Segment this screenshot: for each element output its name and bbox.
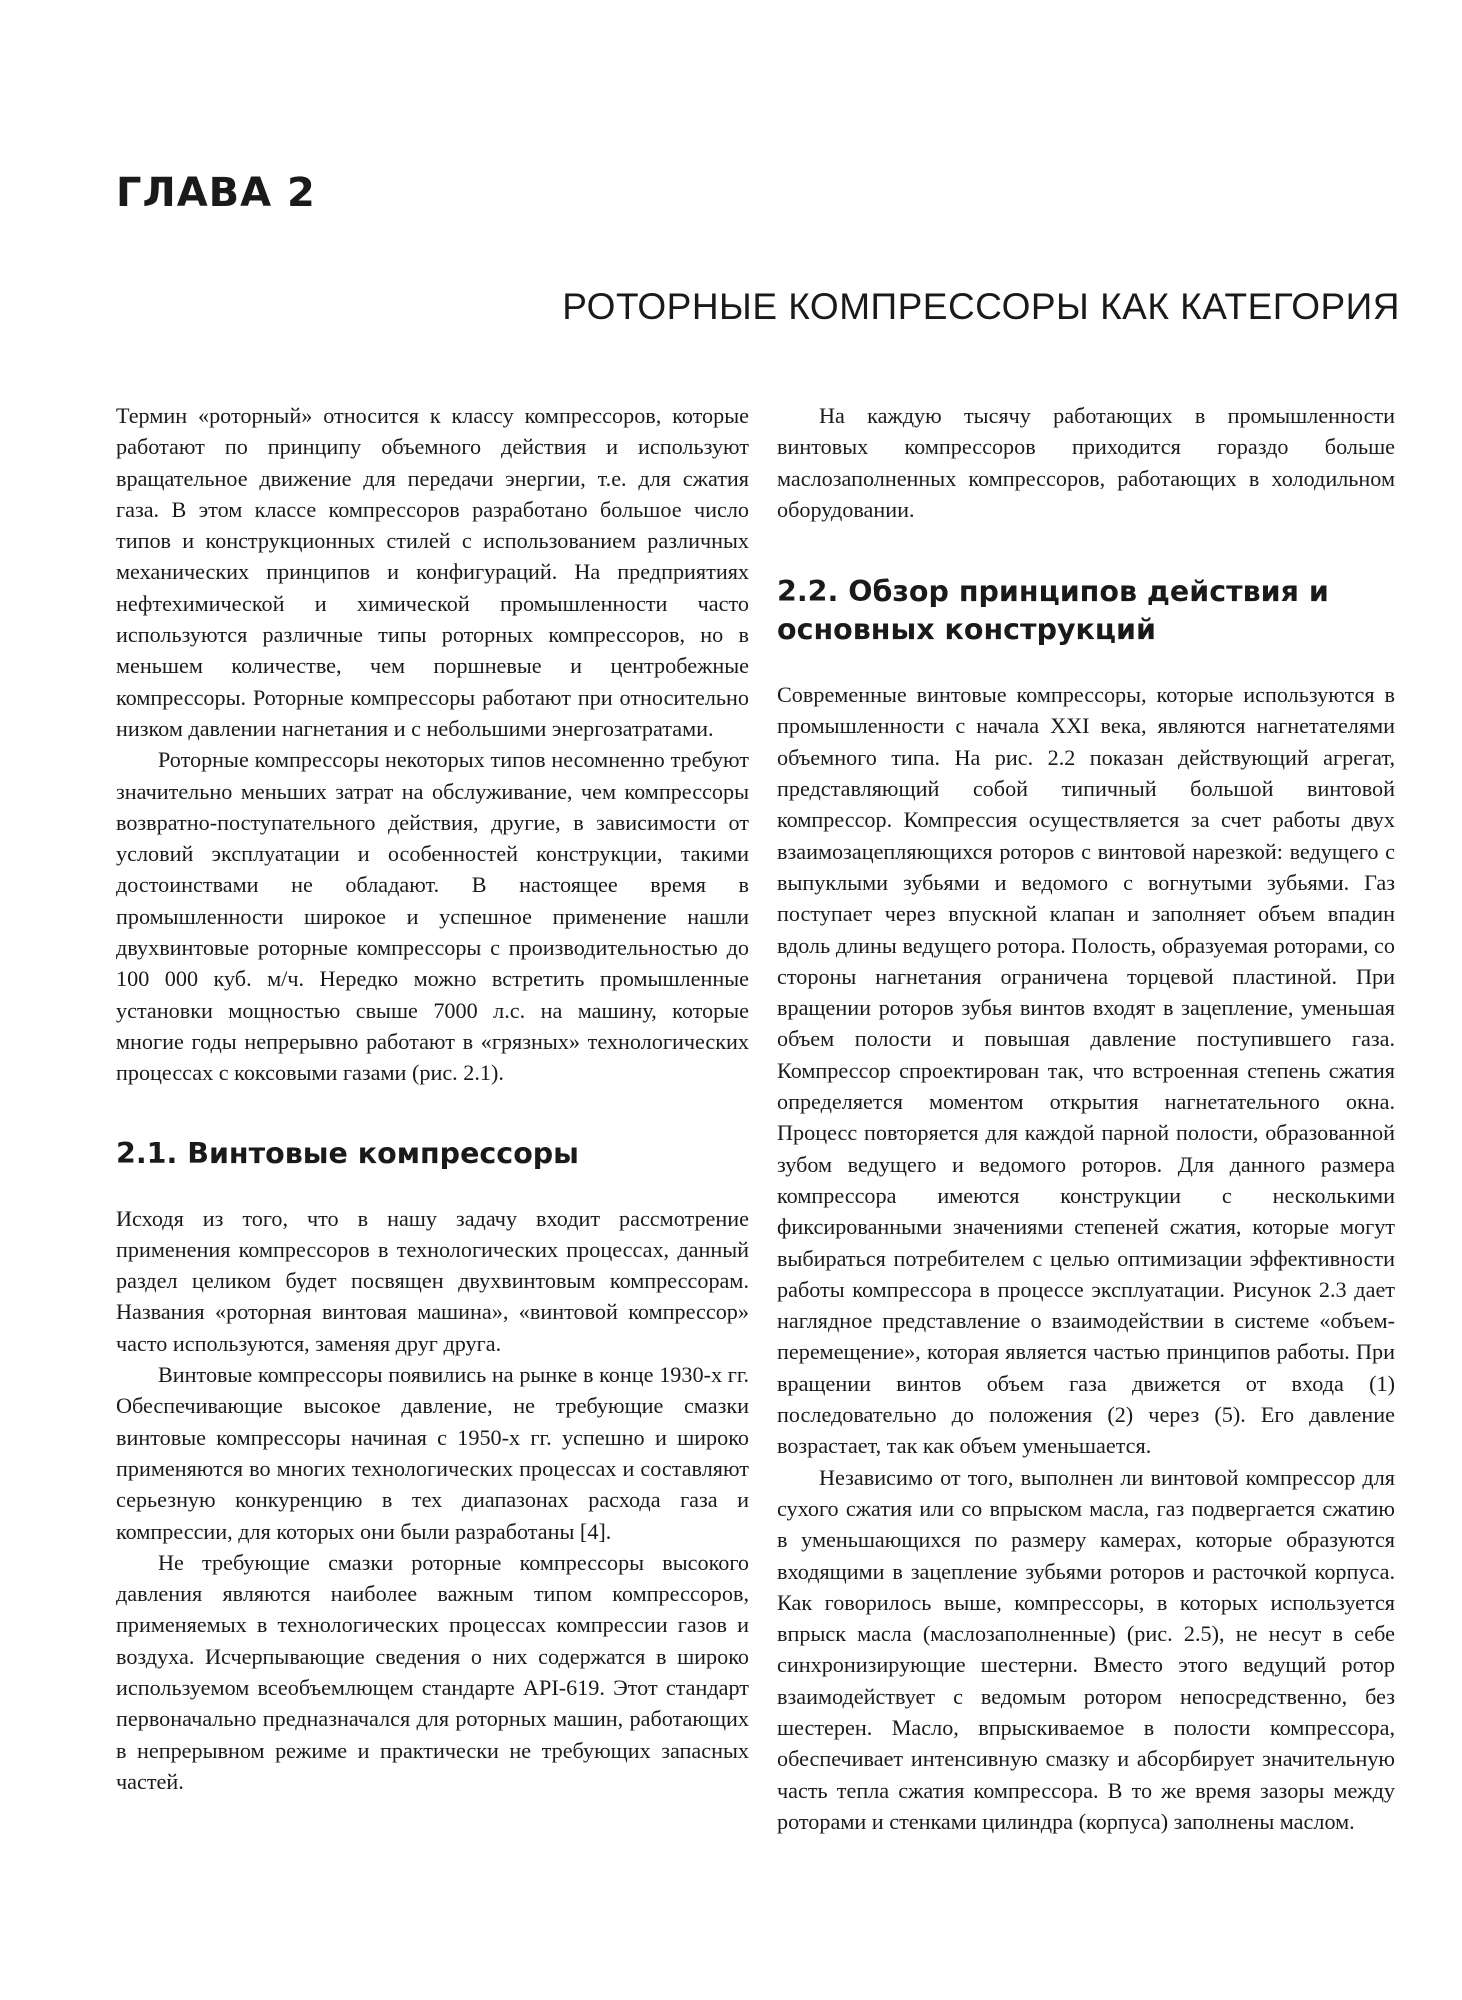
left-column <box>116 400 749 1797</box>
paragraph: На каждую тысячу работающих в промышленности винтовых компрессоров приходится гораздо больше маслозаполненных компрессоров, работающих в холодильном оборудовании. <box>777 403 1395 522</box>
chapter-label: ГЛАВА 2 <box>116 170 316 216</box>
chapter-title: РОТОРНЫЕ КОМПРЕССОРЫ КАК КАТЕГОРИЯ <box>562 286 1400 327</box>
paragraph: Современные винтовые компрессоры, которые используются в промышленности с начала XXI века, являются нагнетателями объемного типа. На рис. 2.2 показан действующий агрегат, представляющий собой типичный большой винтовой компрессор. Компрессия осуществляется за счет работы двух взаимозацепляющихся роторов с винтовой нарезкой: ведущего с выпуклыми зубьями и ведомого с вогнутыми зубьями. Газ поступает через впускной клапан и заполняет объем впадин вдоль длины ведущего ротора. Полость, образуемая роторами, со стороны нагнетания ограничена торцевой пластиной. При вращении роторов зубья винтов входят в зацепление, уменьшая объем полости и повышая давление поступившего газа. Компрессор спроектирован так, что встроенная степень сжатия определяется моментом открытия нагнетательного окна. Процесс повторяется для каждой парной полости, образованной зубом ведущего и ведомого роторов. Для данного размера компрессора имеются конструкции с несколькими фиксированными значениями степеней сжатия, которые могут выбираться потребителем с целью оптимизации эффективности работы компрессора в процессе эксплуатации. Рисунок 2.3 дает наглядное представление о взаимодействии в системе «объем-перемещение», которая является частью принципов работы. При вращении винтов объем газа движется от входа (1) последовательно до положения (2) через (5). Его давление возрастает, так как объем уменьшается. <box>777 682 1395 1459</box>
paragraph: Независимо от того, выполнен ли винтовой компрессор для сухого сжатия или со впрыском масла, газ подвергается сжатию в уменьшающихся по размеру камерах, которые образуются входящими в зацепление зубьями роторов и расточкой корпуса. Как говорилось выше, компрессоры, в которых используется впрыск масла (маслозаполненные) (рис. 2.5), не несут в себе синхронизирующие шестерни. Вместо этого ведущий ротор взаимодействует с ведомым ротором непосредственно, без шестерен. Масло, впрыскиваемое в полости компрессора, обеспечивает интенсивную смазку и абсорбирует значительную часть тепла сжатия компрессора. В то же время зазоры между роторами и стенками цилиндра (корпуса) заполнены маслом. <box>777 1464 1395 1834</box>
paragraph: Не требующие смазки роторные компрессоры высокого давления являются наиболее важным типом компрессоров, применяемых в технологических процессах компрессии газов и воздуха. Исчерпывающие сведения о них содержатся в широко используемом всеобъемлющем стандарте API-619. Этот стандарт первоначально предназначался для роторных машин, работающих в непрерывном режиме и практически не требующих запасных частей. <box>116 1549 749 1794</box>
paragraph: Винтовые компрессоры появились на рынке в конце 1930-х гг. Обеспечивающие высокое давление, не требующие смазки винтовые компрессоры начиная с 1950-х гг. успешно и широко применяются во многих технологических процессах и составляют серьезную конкуренцию в тех диапазонах расхода газа и компрессии, для которых они были разработаны [4]. <box>116 1362 749 1544</box>
section-heading-2-2: 2.2. Обзор принципов действия и основных конструкций <box>777 575 1329 647</box>
paragraph: Роторные компрессоры некоторых типов несомненно требуют значительно меньших затрат на обслуживание, чем компрессоры возвратно-поступательного действия, другие, в зависимости от условий эксплуатации и особенностей конструкции, такими достоинствами не обладают. В настоящее время в промышленности широкое и успешное применение нашли двухвинтовые роторные компрессоры с производительностью до 100 000 куб. м/ч. Нередко можно встретить промышленные установки мощностью свыше 7000 л.с. на машину, которые многие годы непрерывно работают в «грязных» технологических процессах с коксовыми газами (рис. 2.1). <box>116 747 749 1086</box>
paragraph: Исходя из того, что в нашу задачу входит рассмотрение применения компрессоров в технологических процессах, данный раздел целиком будет посвящен двухвинтовым компрессорам. Названия «роторная винтовая машина», «винтовой компрессор» часто используются, заменяя друг друга. <box>116 1205 749 1356</box>
paragraph: Термин «роторный» относится к классу компрессоров, которые работают по принципу объемного действия и используют вращательное движение для передачи энергии, т.е. для сжатия газа. В этом классе компрессоров разработано большое число типов и конструкционных стилей с использованием различных механических принципов и конфигураций. На предприятиях нефтехимической и химической промышленности часто используются различные типы роторных компрессоров, но в меньшем количестве, чем поршневые и центробежные компрессоры. Роторные компрессоры работают при относительно низком давлении нагнетания и с небольшими энергозатратами. <box>116 403 749 741</box>
section-heading-2-1: 2.1. Винтовые компрессоры <box>116 1136 579 1170</box>
right-column <box>777 400 1395 1837</box>
